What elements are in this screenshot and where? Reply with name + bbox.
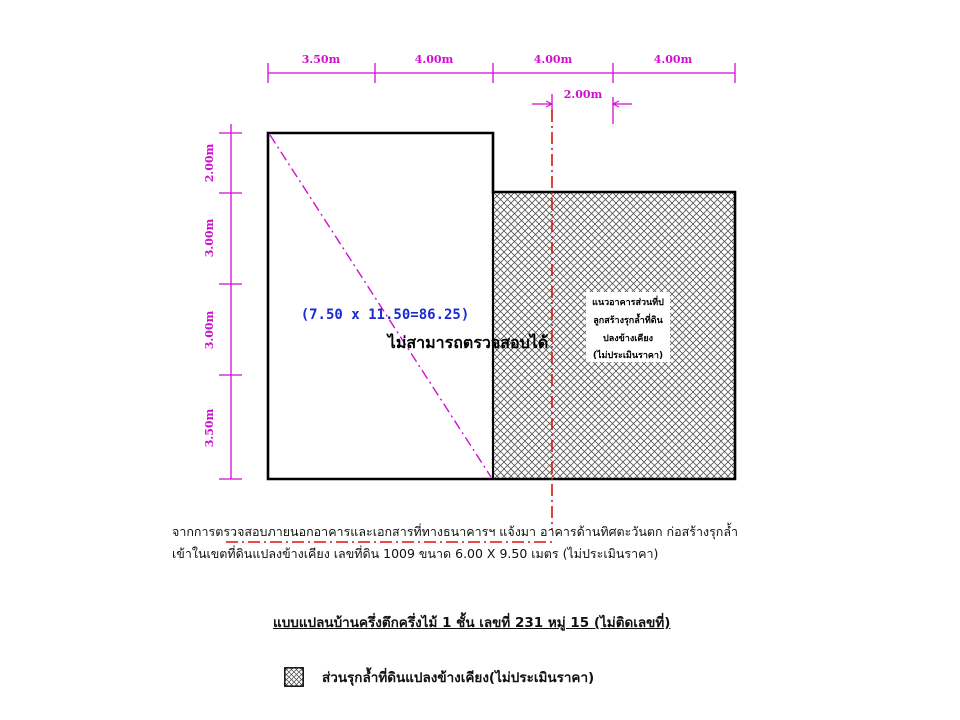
cannot-inspect-label: ไม่สามารถตรวจสอบได้ [387, 333, 549, 352]
top-dim-label-2: 4.00m [414, 53, 454, 66]
inspection-note [172, 521, 772, 565]
left-dim-label-3: 3.00m [203, 310, 216, 350]
encroachment-note-line-3: ปลงข้างเคียง [603, 334, 653, 344]
left-dim-label-2: 3.00m [203, 218, 216, 258]
legend [284, 666, 594, 688]
encroachment-note-line-2: ลูกสร้างรุกล้ำที่ดิน [593, 316, 663, 326]
diagonal-measure-line [270, 135, 491, 477]
inspection-note-line-1: จากการตรวจสอบภายนอกอาคารและเอกสารที่ทางธนาคารฯ แจ้งมา อาคารด้านทิศตะวันตก ก่อสร้างรุกล้ำ [172, 524, 739, 539]
crosshatch-swatch-icon [284, 667, 304, 687]
top-dim-label-4: 4.00m [653, 53, 693, 66]
inspection-note-line-2: เข้าในเขตที่ดินแปลงข้างเคียง เลขที่ดิน 1009 ขนาด 6.00 X 9.50 เมตร (ไม่ประเมินราคา) [172, 546, 659, 561]
left-dim-label-4: 3.50m [203, 408, 216, 448]
top-dim-label-3: 4.00m [533, 53, 573, 66]
setback-dim-label: 2.00m [563, 88, 603, 101]
plan-title: แบบแปลนบ้านครึ่งตึกครึ่งไม้ 1 ชั้น เลขที่ 231 หมู่ 15 (ไม่ติดเลขที่) [273, 615, 671, 631]
encroachment-note-line-1: แนวอาคารส่วนที่ป [592, 298, 664, 308]
building-area-label: (7.50 x 11.50=86.25) [300, 307, 470, 323]
left-dimension-chain [219, 124, 242, 479]
left-dim-label-1: 2.00m [203, 143, 216, 183]
top-dim-label-1: 3.50m [301, 53, 341, 66]
legend-label: ส่วนรุกล้ำที่ดินแปลงข้างเคียง(ไม่ประเมินราคา) [322, 670, 595, 686]
encroachment-note-line-4: (ไม่ประเมินราคา) [592, 351, 664, 361]
top-dimension-chain [268, 63, 735, 83]
